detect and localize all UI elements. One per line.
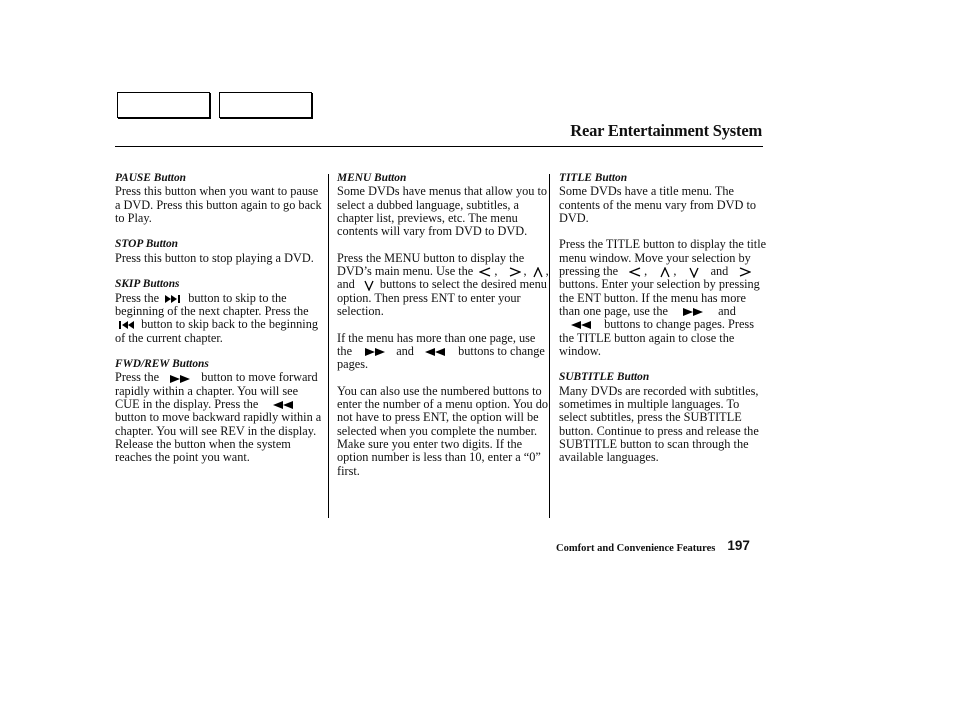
pause-heading: PAUSE Button (115, 172, 187, 184)
page-number: 197 (727, 538, 750, 553)
rewind-icon (571, 321, 591, 329)
footer-section: Comfort and Convenience Features (556, 543, 716, 554)
pause-text: Press this button when you want to pause a DVD. Press this button again to go back to Play. (115, 184, 322, 225)
title-text-1: Some DVDs have a title menu. The contents of the menu vary from DVD to DVD. (559, 184, 757, 225)
skip-heading: SKIP Buttons (115, 278, 180, 291)
fwd-rew-heading: FWD/REW Buttons (115, 358, 209, 371)
subtitle-text: Many DVDs are recorded with subtitles, sometimes in multiple languages. To select subtitles, press the SUBTITLE button. Continue to press and release the SUBTITLE button to scan through the available languages. (559, 383, 759, 465)
stop-text: Press this button to stop playing a DVD. (115, 250, 314, 265)
title-heading: TITLE Button (559, 172, 628, 184)
right-arrow-icon (509, 267, 521, 277)
left-arrow-icon (629, 267, 641, 277)
title-text-2: Press the TITLE button to display the title menu window. Move your selection by pressing the , , and buttons. Enter your selection by pressing the ENT button. If the menu has more than one page, use the and buttons to change pages. Press the TITLE button again to close the window. (559, 237, 767, 358)
down-arrow-icon (689, 267, 699, 278)
fast-forward-icon (683, 308, 703, 316)
menu-heading: MENU Button (337, 172, 407, 184)
nav-box-2[interactable] (219, 92, 312, 118)
page-title: Rear Entertainment System (570, 121, 762, 140)
menu-text-3: If the menu has more than one page, use the and buttons to change pages. (337, 330, 545, 372)
column-2 (337, 172, 552, 478)
skip-next-icon (165, 295, 182, 303)
left-arrow-icon (479, 267, 491, 277)
fast-forward-icon (365, 348, 385, 356)
page-footer (556, 538, 750, 556)
column-1 (115, 172, 325, 465)
down-arrow-icon (364, 280, 374, 291)
header-rule (115, 146, 763, 147)
menu-text-2: Press the MENU button to display the DVD’s main menu. Use the , , , and buttons to select the desired menu option. Then press ENT to enter your selection. (337, 250, 549, 318)
subtitle-heading: SUBTITLE Button (559, 371, 650, 384)
fwd-rew-text: Press the button to move forward rapidly within a chapter. You will see CUE in the display. Press the button to move backward rapidly within a chapter. You will see REV in the display. Release the button when the system reaches the point you want. (115, 370, 322, 465)
rewind-icon (273, 401, 293, 409)
skip-back-icon (118, 321, 135, 329)
fast-forward-icon (170, 375, 190, 383)
nav-box-1[interactable] (117, 92, 210, 118)
menu-text-1: Some DVDs have menus that allow you to select a dubbed language, subtitles, a chapter list, previews, etc. The menu contents will vary from DVD to DVD. (337, 184, 548, 239)
skip-text: Press the button to skip to the beginning of the next chapter. Press the button to skip back to the beginning of the current chapter. (115, 290, 318, 345)
column-divider-1 (328, 174, 329, 518)
stop-heading: STOP Button (115, 238, 178, 251)
up-arrow-icon (660, 267, 670, 278)
column-3 (559, 172, 769, 465)
up-arrow-icon (533, 267, 543, 278)
menu-text-4: You can also use the numbered buttons to enter the number of a menu option. You do not have to press ENT, the option will be selected when you complete the number. Make sure you enter two digits. If the option number is less than 10, enter a “0” first. (337, 383, 549, 478)
right-arrow-icon (739, 267, 751, 277)
rewind-icon (425, 348, 445, 356)
